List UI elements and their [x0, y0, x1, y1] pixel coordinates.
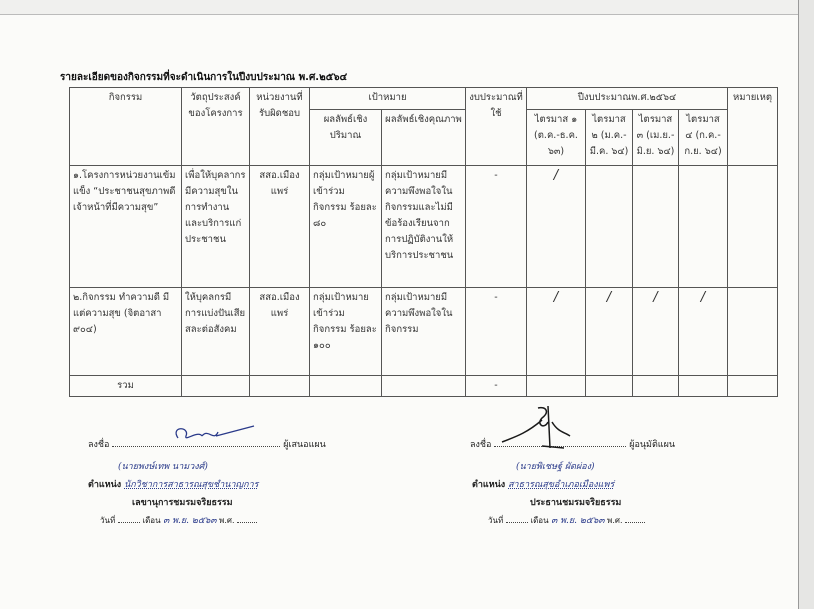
table-row	[70, 166, 778, 288]
row1-activity: ๑.โครงการหน่วยงานเข้มแข็ง “ประชาชนสุขภาพดี เจ้าหน้าที่มีความสุข”	[70, 166, 182, 288]
left-day-blank	[118, 522, 140, 523]
row1-quant: กลุ่มเป้าหมายผู้เข้าร่วมกิจกรรม ร้อยละ ๘๐	[310, 166, 382, 288]
right-year-blank	[625, 522, 645, 523]
left-position2: เลขานุการชมรมจริยธรรม	[132, 498, 233, 508]
header-q2: ไตรมาส ๒ (ม.ค.-มี.ค. ๖๔)	[586, 110, 633, 166]
left-sign-label: ลงชื่อ	[88, 440, 110, 450]
header-objective: วัตถุประสงค์ของโครงการ	[182, 88, 250, 166]
row1-q1-mark: /	[527, 166, 586, 288]
header-budget-year: ปีงบประมาณพ.ศ.๒๕๖๔	[527, 88, 728, 110]
left-year-label: พ.ศ.	[219, 516, 235, 525]
left-position: นักวิชาการสาธารณสุขชำนาญการ	[124, 480, 259, 490]
row1-q4-mark	[679, 166, 728, 288]
header-target-qual: ผลลัพธ์เชิงคุณภาพ	[382, 110, 466, 166]
right-position2: ประธานชมรมจริยธรรม	[530, 498, 622, 508]
row2-q1-mark: /	[527, 288, 586, 376]
row2-q4-mark: /	[679, 288, 728, 376]
header-target-quant: ผลลัพธ์เชิงปริมาณ	[310, 110, 382, 166]
row2-q2-mark: /	[586, 288, 633, 376]
row2-budget: -	[466, 288, 527, 376]
header-unit: หน่วยงานที่รับผิดชอบ	[250, 88, 310, 166]
row1-budget: -	[466, 166, 527, 288]
right-position: สาธารณสุขอำเภอเมืองแพร่	[508, 480, 615, 490]
left-date-label: วันที่	[100, 516, 116, 525]
right-date-label: วันที่	[488, 516, 504, 525]
total-qual	[382, 376, 466, 397]
header-budget-used: งบประมาณที่ใช้	[466, 88, 527, 166]
header-remark: หมายเหตุ	[728, 88, 778, 166]
total-row	[70, 376, 778, 397]
left-name: (นายพงษ์เทพ นามวงศ์)	[118, 462, 208, 472]
total-q2	[586, 376, 633, 397]
total-budget: -	[466, 376, 527, 397]
row2-remark	[728, 288, 778, 376]
right-day-blank	[506, 522, 528, 523]
row2-activity: ๒.กิจกรรม ทำความดี มีแต่ความสุข (จิตอาสา ๙๐๔)	[70, 288, 182, 376]
right-handwritten-signature	[498, 402, 578, 454]
right-year-label: พ.ศ.	[607, 516, 623, 525]
right-month-label: เดือน	[530, 516, 549, 525]
right-role-label: ผู้อนุมัติแผน	[629, 440, 676, 450]
header-q1: ไตรมาส ๑ (ต.ค.-ธ.ค. ๖๓)	[527, 110, 586, 166]
right-sign-label: ลงชื่อ	[470, 440, 492, 450]
row2-quant: กลุ่มเป้าหมายเข้าร่วมกิจกรรม ร้อยละ ๑๐๐	[310, 288, 382, 376]
total-objective	[182, 376, 250, 397]
right-name: (นายพิเชษฐ์ ผัดผ่อง)	[516, 462, 595, 472]
left-date-value: ๓ พ.ย. ๒๕๖๓	[163, 516, 217, 526]
right-position-line	[472, 477, 614, 491]
header-q4: ไตรมาส ๔ (ก.ค.-ก.ย. ๖๔)	[679, 110, 728, 166]
left-month-label: เดือน	[142, 516, 161, 525]
total-remark	[728, 376, 778, 397]
left-role-label: ผู้เสนอแผน	[283, 440, 326, 450]
left-year-blank	[237, 522, 257, 523]
row1-remark	[728, 166, 778, 288]
left-handwritten-signature	[168, 424, 258, 446]
total-q3	[633, 376, 679, 397]
left-position-line	[88, 477, 259, 491]
total-q1	[527, 376, 586, 397]
left-signature-line	[112, 446, 280, 447]
total-unit	[250, 376, 310, 397]
row1-q3-mark	[633, 166, 679, 288]
row1-unit: สสอ.เมืองแพร่	[250, 166, 310, 288]
table-row	[70, 288, 778, 376]
right-position-label: ตำแหน่ง	[472, 480, 506, 490]
row2-q3-mark: /	[633, 288, 679, 376]
row1-q2-mark	[586, 166, 633, 288]
header-q3: ไตรมาส ๓ (เม.ย.-มิ.ย. ๖๔)	[633, 110, 679, 166]
left-date-line	[100, 513, 257, 527]
document-title: รายละเอียดของกิจกรรมที่จะดำเนินการในปีงบประมาณ พ.ศ.๒๕๖๔	[60, 72, 348, 83]
total-label: รวม	[70, 376, 182, 397]
row1-objective: เพื่อให้บุคลากรมีความสุขในการทำงานและบริการแก่ประชาชน	[182, 166, 250, 288]
header-activity: กิจกรรม	[70, 88, 182, 166]
right-date-value: ๓ พ.ย. ๒๕๖๓	[551, 516, 605, 526]
row2-unit: สสอ.เมืองแพร่	[250, 288, 310, 376]
row1-qual: กลุ่มเป้าหมายมีความพึงพอใจในกิจกรรมและไม่มีข้อร้องเรียนจากการปฏิบัติงานให้บริการประชาชน	[382, 166, 466, 288]
row2-objective: ให้บุคลกรมีการแบ่งปันเสียสละต่อสังคม	[182, 288, 250, 376]
total-q4	[679, 376, 728, 397]
activity-table	[69, 87, 778, 397]
total-quant	[310, 376, 382, 397]
scan-right-edge	[798, 0, 814, 609]
scan-top-edge	[0, 0, 814, 15]
row2-qual: กลุ่มเป้าหมายมีความพึงพอใจในกิจกรรม	[382, 288, 466, 376]
left-position-label: ตำแหน่ง	[88, 480, 122, 490]
header-target: เป้าหมาย	[310, 88, 466, 110]
right-date-line	[488, 513, 645, 527]
